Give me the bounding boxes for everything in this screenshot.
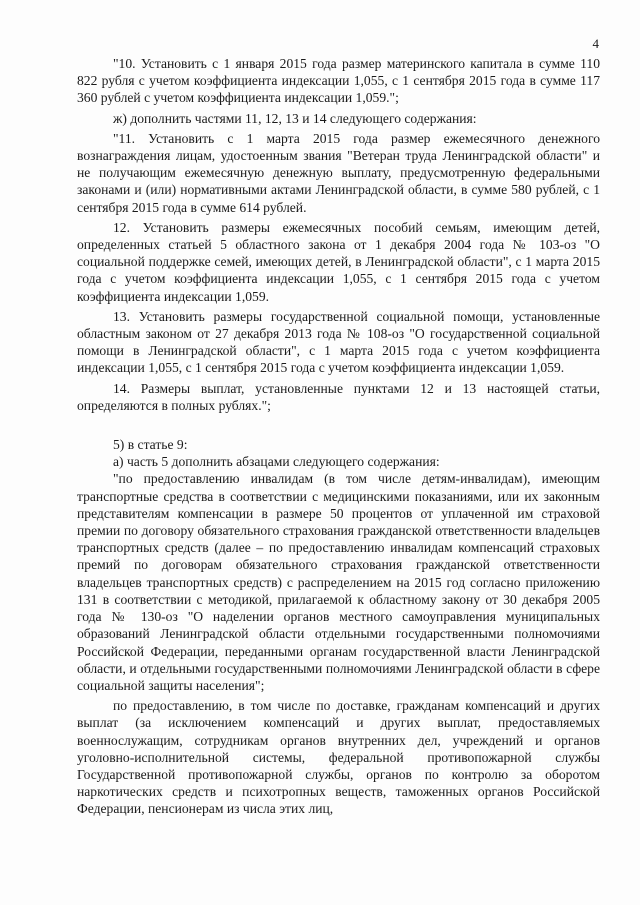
paragraph-other-payments: по предоставлению, в том числе по доставке, гражданам компенсаций и других выплат (за исключением компенсаций и других выплат, предоставляемых военнослужащим, сотрудникам органов внутренних дел, учреждений и органов уголовно-исполнительной системы, федеральной противопожарной службы Государственной противопожарной службы, органов по контролю за оборотом наркотических средств и психотропных веществ, таможенных органов Российской Федерации, пенсионерам из числа этих лиц, <box>77 698 600 817</box>
paragraph-disabled-compensation: "по предоставлению инвалидам (в том числе детям-инвалидам), имеющим транспортные средства в соответствии с медицинскими показаниями, или их законным представителям компенсации в размере 50 процентов от уплаченной им страховой премии по договору обязательного страхования гражданской ответственности владельцев транспортных средств (далее – по предоставлению инвалидам компенсаций страховых премий по договорам обязательного страхования гражданской ответственности владельцев транспортных средств) с распределением на 2015 год согласно приложению 131 в соответствии с методикой, прилагаемой к областному закону от 30 декабря 2005 года № 130-оз "О наделении органов местного самоуправления муниципальных образований Ленинградской области отдельными государственными полномочиями Российской Федерации, переданными органам государственной власти Ленинградской области, и отдельными государственными полномочиями Ленинградской области в сфере социальной защиты населения"; <box>77 471 600 693</box>
paragraph-amendment-zh: ж) дополнить частями 11, 12, 13 и 14 следующего содержания: <box>113 110 477 126</box>
paragraph-item-11: "11. Установить с 1 марта 2015 года размер ежемесячного денежного вознаграждения лицам, удостоенным звания "Ветеран труда Ленинградской области" и не получающим ежемесячную денежную выплату, предусмотренную федеральными законами и (или) нормативными актами Ленинградской области, в сумме 580 рублей, с 1 сентября 2015 года в сумме 614 рублей. <box>77 130 600 215</box>
paragraph-item-13: 13. Установить размеры государственной социальной помощи, установленные областным законом от 27 декабря 2013 года № 108-оз "О государственной социальной помощи в Ленинградской области", с 1 марта 2015 года с учетом коэффициента индексации 1,055, с 1 сентября 2015 года с учетом коэффициента индексации 1,059. <box>77 308 600 376</box>
document-body <box>77 55 600 818</box>
paragraph-item-10: "10. Установить с 1 января 2015 года размер материнского капитала в сумме 110 822 рубля с учетом коэффициента индексации 1,055, с 1 сентября 2015 года в сумме 117 360 рублей с учетом коэффициента индексации 1,059."; <box>77 56 600 106</box>
paragraph-part-5-intro: а) часть 5 дополнить абзацами следующего содержания: <box>113 454 440 470</box>
paragraph-article-9: 5) в статье 9: <box>113 437 188 453</box>
paragraph-item-14: 14. Размеры выплат, установленные пунктами 12 и 13 настоящей статьи, определяются в полных рублях."; <box>77 380 600 413</box>
paragraph-item-12: 12. Установить размеры ежемесячных пособий семьям, имеющим детей, определенных статьей 5 областного закона от 1 декабря 2004 года № 103-оз "О социальной поддержке семей, имеющих детей, в Ленинградской области", с 1 марта 2015 года с учетом коэффициента индексации 1,055, с 1 сентября 2015 года с учетом коэффициента индексации 1,059. <box>77 219 600 304</box>
page-number: 4 <box>592 36 599 51</box>
